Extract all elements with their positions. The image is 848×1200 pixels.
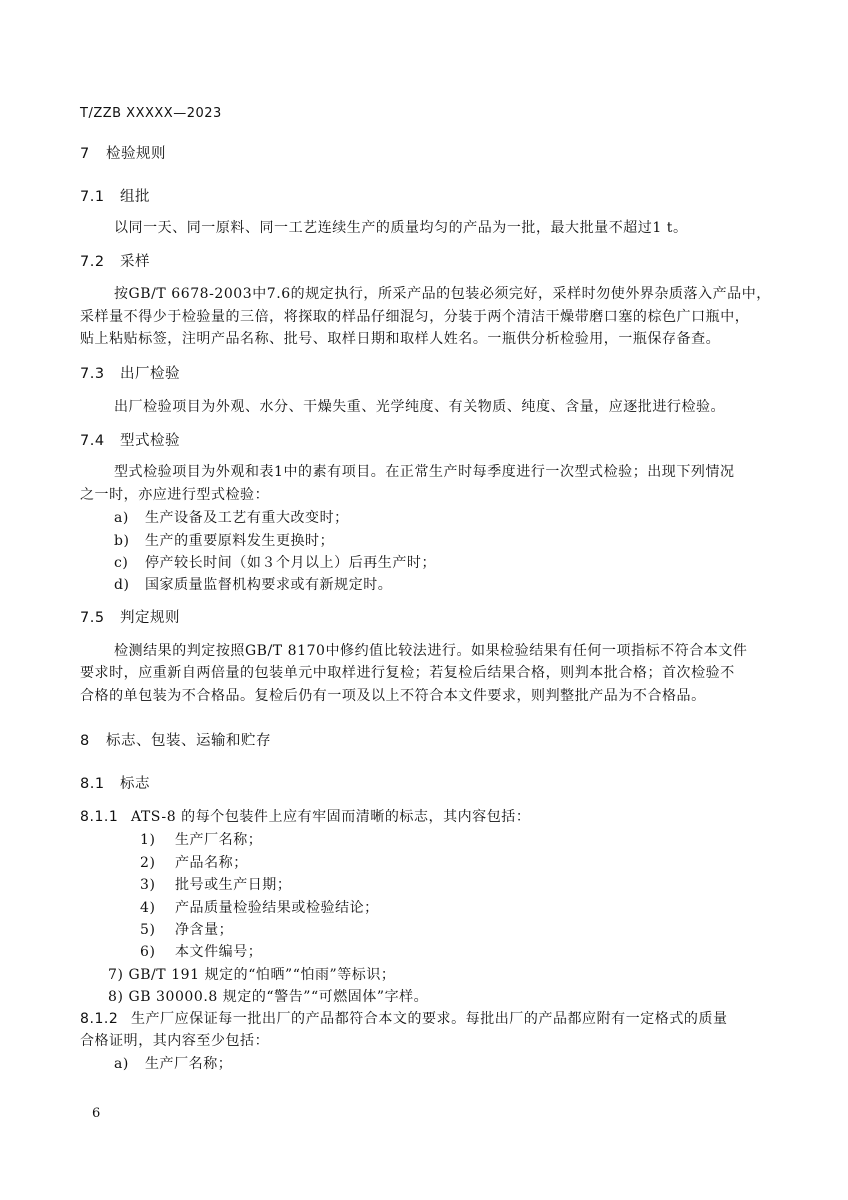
list-marker: 1): [140, 832, 156, 848]
section-title: 检验规则: [106, 146, 166, 162]
section-number: 8.1: [80, 776, 105, 792]
section-7-1-heading: [80, 185, 150, 206]
list-text: 生产厂名称；: [175, 832, 263, 848]
page-number: 6: [92, 1106, 101, 1121]
section-number: 7.5: [80, 610, 105, 626]
section-7-2-heading: [80, 250, 150, 271]
list-marker: b): [114, 533, 130, 549]
paragraph: 出厂检验项目为外观、水分、干燥失重、光学纯度、有关物质、纯度、含量，应逐批进行检验。: [114, 399, 726, 415]
list-item: [140, 897, 379, 917]
list-text: 生产的重要原料发生更换时；: [145, 533, 335, 549]
section-8-1-heading: [80, 772, 150, 793]
section-title: 型式检验: [120, 433, 180, 449]
section-7-3-heading: [80, 362, 180, 383]
list-item: [140, 829, 262, 849]
paragraph-line: 贴上粘贴标签，注明产品名称、批号、取样日期和取样人姓名。一瓶供分析检验用，一瓶保存备查。: [80, 331, 721, 347]
list-marker: c): [114, 555, 129, 571]
section-number: 7: [80, 146, 90, 162]
section-7-heading: [80, 142, 166, 163]
section-8-heading: [80, 729, 271, 750]
list-text: 生产厂名称；: [145, 1056, 233, 1072]
section-number: 7.4: [80, 433, 105, 449]
section-title: 采样: [120, 254, 150, 270]
clause-number: 8.1.1: [80, 809, 119, 825]
list-item: [114, 507, 349, 527]
paragraph-line: 采样量不得少于检验量的三倍，将探取的样品仔细混匀，分装于两个清洁干燥带磨口塞的棕色广口瓶中，: [80, 309, 750, 325]
list-text: 净含量；: [175, 922, 234, 938]
paragraph-line: 之一时，亦应进行型式检验：: [80, 487, 270, 503]
section-number: 7.3: [80, 366, 105, 382]
list-marker: a): [114, 510, 129, 526]
list-marker: 5): [140, 922, 156, 938]
clause-text: ATS-8 的每个包装件上应有牢固而清晰的标志，其内容包括：: [131, 809, 531, 825]
clause-8-1-2: [80, 1008, 728, 1028]
clause-text: 生产厂应保证每一批出厂的产品都符合本文的要求。每批出厂的产品都应附有一定格式的质量: [131, 1011, 728, 1027]
section-number: 7.1: [80, 189, 105, 205]
section-7-4-heading: [80, 429, 180, 450]
paragraph-line: 合格的单包装为不合格品。复检后仍有一项及以上不符合本文件要求，则判整批产品为不合格品。: [80, 688, 706, 704]
section-number: 7.2: [80, 254, 105, 270]
list-text: 批号或生产日期；: [175, 877, 292, 893]
list-marker: 6): [140, 944, 156, 960]
paragraph: 以同一天、同一原料、同一工艺连续生产的质量均匀的产品为一批，最大批量不超过1 t。: [114, 220, 688, 236]
paragraph-line: 合格证明，其内容至少包括：: [80, 1033, 270, 1049]
list-text: 停产较长时间（如３个月以上）后再生产时；: [145, 555, 436, 571]
list-item: [140, 919, 233, 939]
paragraph-line: 按GB/T 6678-2003中7.6的规定执行，所采产品的包装必须完好，采样时勿使外界杂质落入产品中，: [114, 286, 771, 302]
paragraph-line: 型式检验项目为外观和表1中的素有项目。在正常生产时每季度进行一次型式检验；出现下列情况: [114, 464, 735, 480]
paragraph-line: 要求时，应重新自两倍量的包装单元中取样进行复检；若复检后结果合格，则判本批合格；首次检验不: [80, 665, 735, 681]
list-marker: a): [114, 1056, 129, 1072]
section-title: 标志: [120, 776, 150, 792]
section-title: 出厂检验: [120, 366, 180, 382]
list-item: [140, 941, 262, 961]
list-text: 产品质量检验结果或检验结论；: [175, 900, 379, 916]
list-item: [114, 1053, 232, 1073]
list-item: [114, 552, 436, 572]
section-number: 8: [80, 733, 90, 749]
list-item: [140, 874, 291, 894]
section-title: 组批: [120, 189, 150, 205]
list-item: [114, 530, 334, 550]
section-7-5-heading: [80, 606, 180, 627]
list-text: 产品名称；: [175, 855, 248, 871]
list-text: 国家质量监督机构要求或有新规定时。: [145, 577, 393, 593]
section-title: 标志、包装、运输和贮存: [106, 733, 271, 749]
list-marker: 4): [140, 900, 156, 916]
paragraph-line: 检测结果的判定按照GB/T 8170中修约值比较法进行。如果检验结果有任何一项指标不符合本文件: [114, 643, 748, 659]
list-marker: 2): [140, 855, 156, 871]
list-item: [140, 852, 248, 872]
list-marker: 3): [140, 877, 156, 893]
clause-number: 8.1.2: [80, 1011, 119, 1027]
list-item: [114, 574, 392, 594]
list-item: 7) GB/T 191 规定的“怕晒”“怕雨”等标识；: [108, 967, 396, 983]
list-text: 本文件编号；: [175, 944, 263, 960]
list-text: 生产设备及工艺有重大改变时；: [145, 510, 349, 526]
list-marker: d): [114, 577, 130, 593]
section-title: 判定规则: [120, 610, 180, 626]
standard-number-header: T/ZZB XXXXX—2023: [80, 106, 222, 121]
list-item: 8) GB 30000.8 规定的“警告”“可燃固体”字样。: [108, 989, 429, 1005]
clause-8-1-1: [80, 806, 530, 826]
